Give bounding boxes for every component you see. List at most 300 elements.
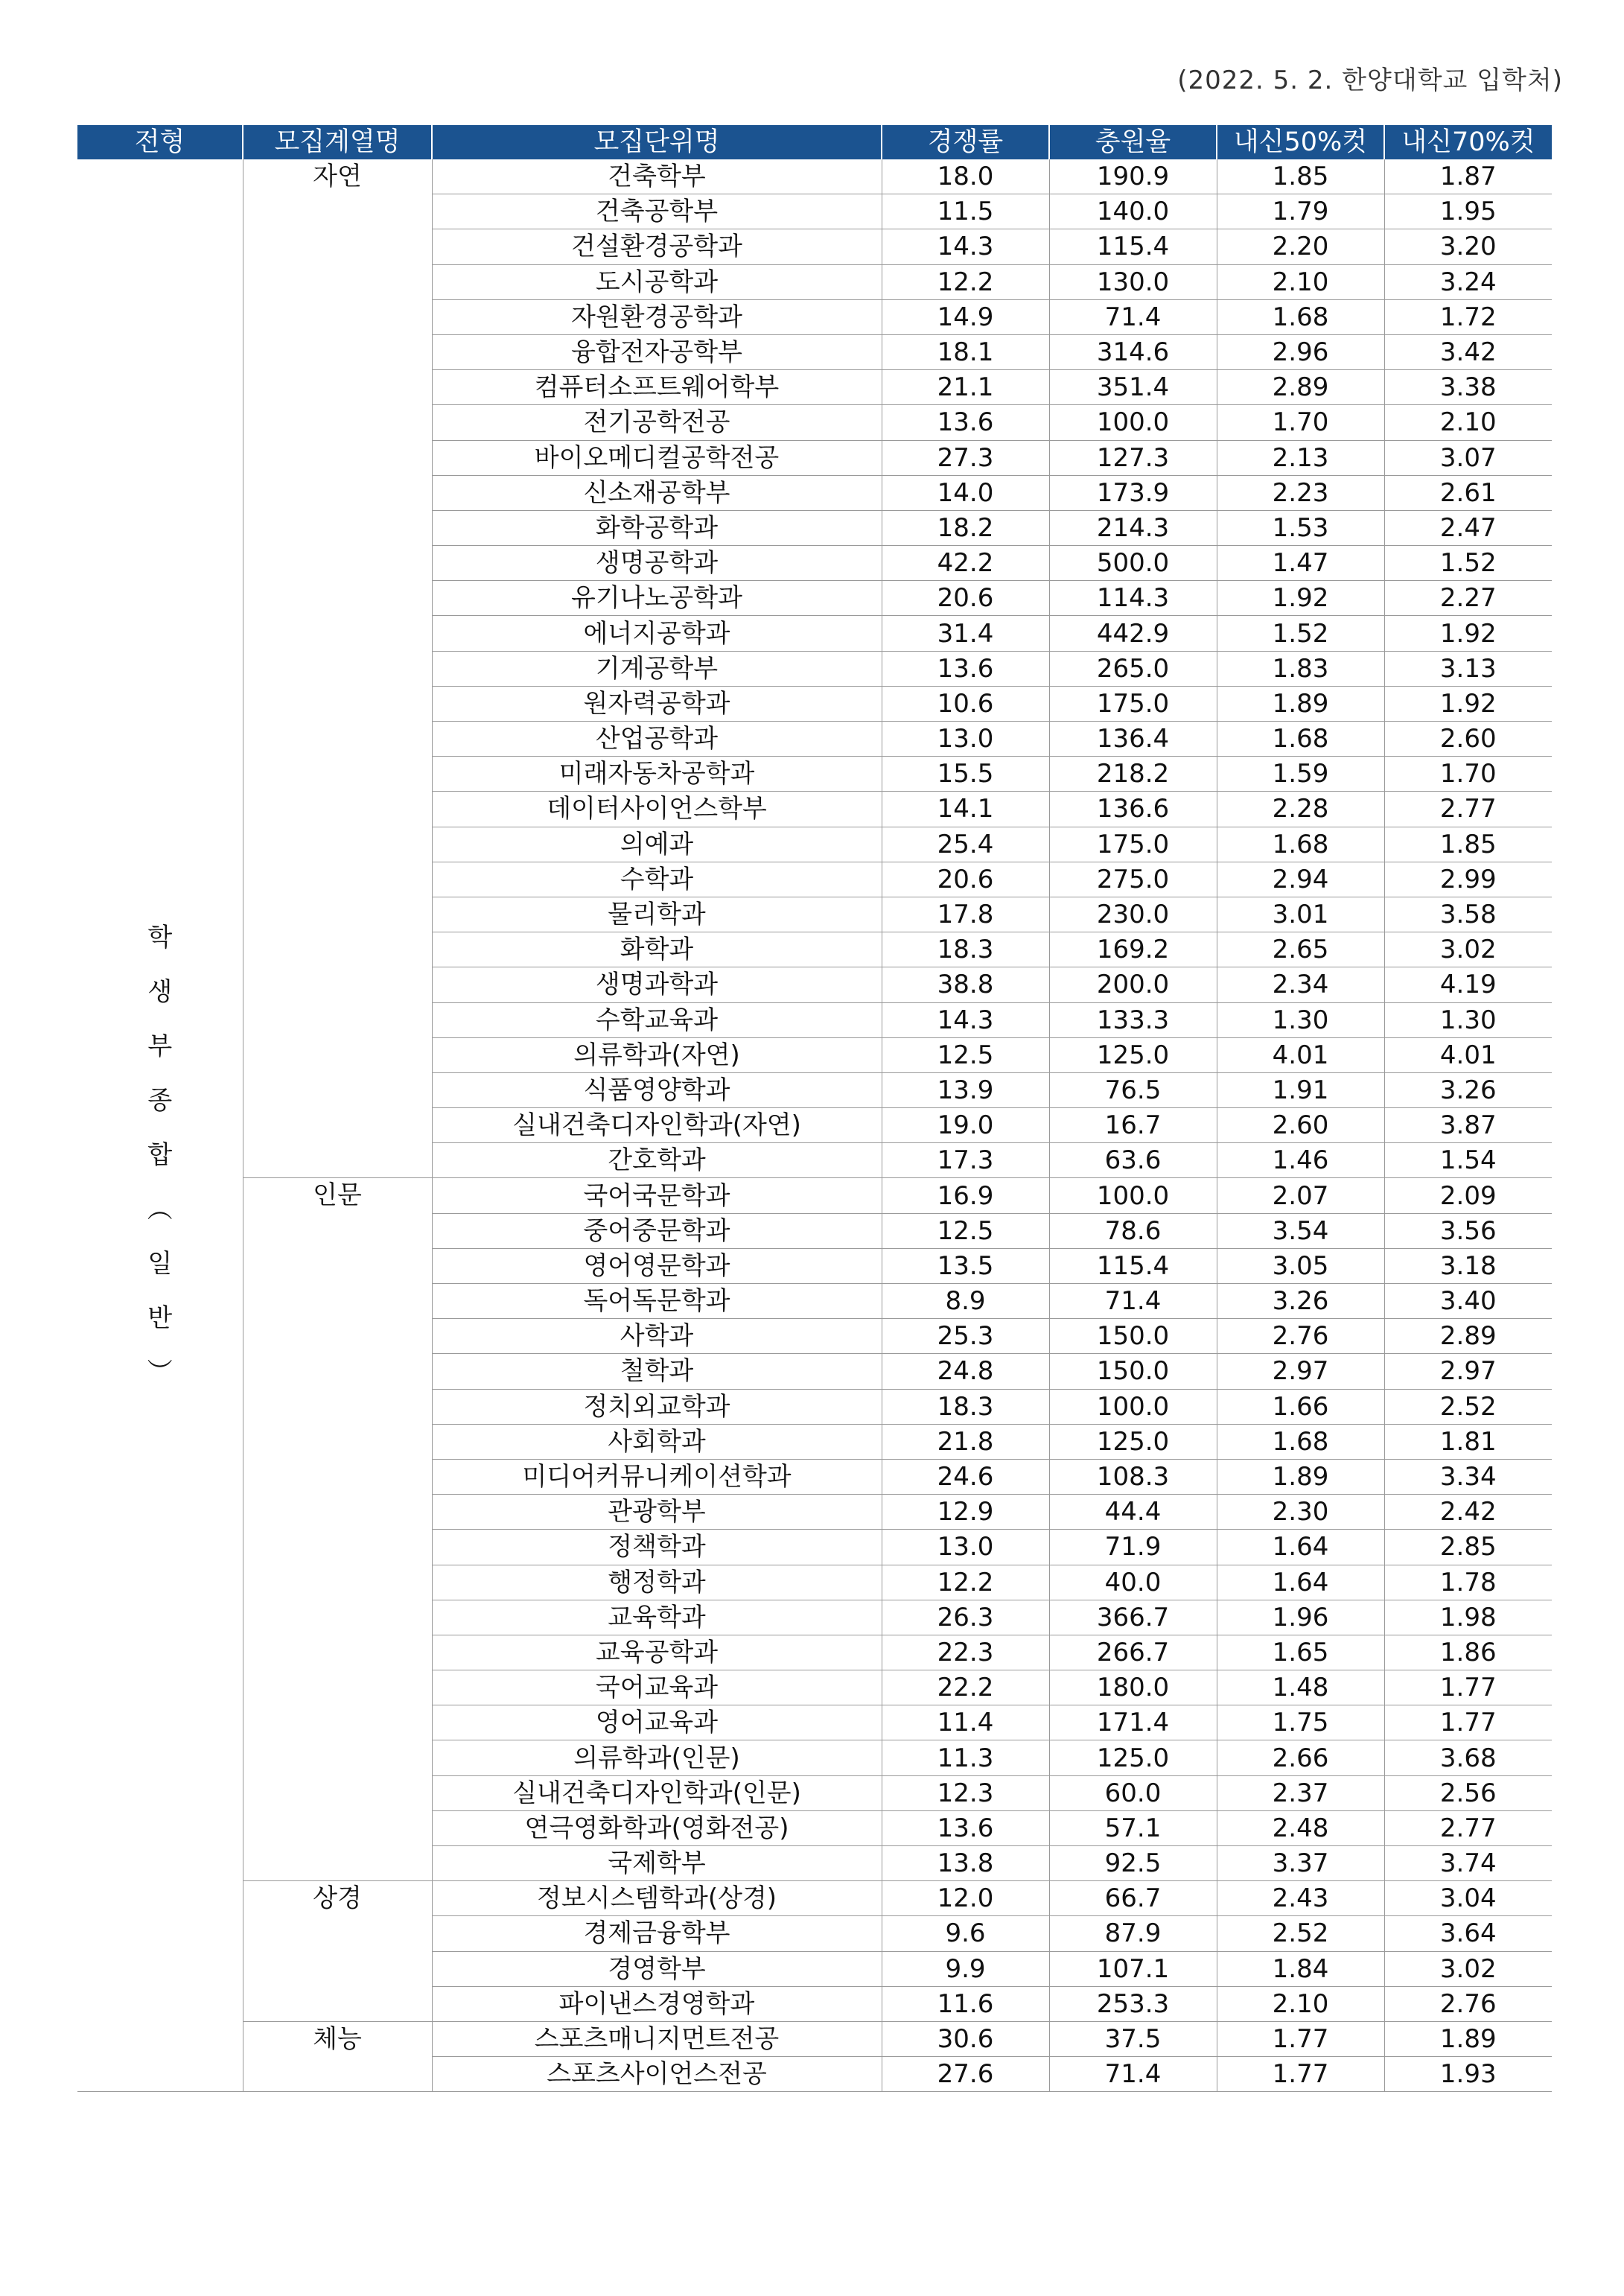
competition-rate-cell: 30.6 (882, 2021, 1049, 2056)
grade-50-cut-cell: 2.30 (1217, 1495, 1384, 1530)
grade-70-cut-cell: 2.61 (1384, 475, 1552, 510)
fill-rate-cell: 169.2 (1049, 932, 1217, 967)
competition-rate-cell: 18.2 (882, 510, 1049, 545)
grade-50-cut-cell: 1.75 (1217, 1705, 1384, 1740)
grade-70-cut-cell: 2.77 (1384, 1810, 1552, 1845)
grade-50-cut-cell: 2.76 (1217, 1319, 1384, 1354)
department-cell: 신소재공학부 (432, 475, 882, 510)
admission-type-char: 학 (147, 922, 173, 953)
fill-rate-cell: 63.6 (1049, 1143, 1217, 1178)
department-cell: 국어국문학과 (432, 1178, 882, 1213)
competition-rate-cell: 24.6 (882, 1459, 1049, 1494)
fill-rate-cell: 37.5 (1049, 2021, 1217, 2056)
grade-50-cut-cell: 4.01 (1217, 1037, 1384, 1072)
fill-rate-cell: 218.2 (1049, 757, 1217, 792)
grade-70-cut-cell: 3.68 (1384, 1740, 1552, 1775)
grade-50-cut-cell: 3.05 (1217, 1248, 1384, 1283)
department-cell: 미래자동차공학과 (432, 757, 882, 792)
grade-70-cut-cell: 3.58 (1384, 897, 1552, 932)
competition-rate-cell: 12.0 (882, 1881, 1049, 1916)
competition-rate-cell: 31.4 (882, 616, 1049, 651)
fill-rate-cell: 266.7 (1049, 1635, 1217, 1670)
grade-70-cut-cell: 1.86 (1384, 1635, 1552, 1670)
grade-50-cut-cell: 2.65 (1217, 932, 1384, 967)
fill-rate-cell: 171.4 (1049, 1705, 1217, 1740)
grade-70-cut-cell: 3.87 (1384, 1108, 1552, 1143)
department-cell: 건설환경공학과 (432, 229, 882, 264)
fill-rate-cell: 115.4 (1049, 229, 1217, 264)
department-cell: 사회학과 (432, 1424, 882, 1459)
grade-50-cut-cell: 1.85 (1217, 159, 1384, 194)
fill-rate-cell: 175.0 (1049, 827, 1217, 862)
grade-70-cut-cell: 2.47 (1384, 510, 1552, 545)
header-grade-50-cut: 내신50%컷 (1217, 125, 1384, 159)
department-cell: 생명과학과 (432, 967, 882, 1002)
fill-rate-cell: 40.0 (1049, 1565, 1217, 1600)
grade-50-cut-cell: 3.37 (1217, 1846, 1384, 1881)
grade-50-cut-cell: 2.60 (1217, 1108, 1384, 1143)
grade-50-cut-cell: 1.48 (1217, 1670, 1384, 1705)
fill-rate-cell: 107.1 (1049, 1951, 1217, 1986)
fill-rate-cell: 175.0 (1049, 686, 1217, 721)
fill-rate-cell: 114.3 (1049, 581, 1217, 616)
fill-rate-cell: 125.0 (1049, 1424, 1217, 1459)
grade-50-cut-cell: 1.70 (1217, 405, 1384, 440)
competition-rate-cell: 8.9 (882, 1284, 1049, 1319)
department-cell: 영어영문학과 (432, 1248, 882, 1283)
grade-70-cut-cell: 1.85 (1384, 827, 1552, 862)
grade-50-cut-cell: 2.48 (1217, 1810, 1384, 1845)
department-cell: 의류학과(인문) (432, 1740, 882, 1775)
grade-50-cut-cell: 1.66 (1217, 1389, 1384, 1424)
department-cell: 교육학과 (432, 1600, 882, 1635)
header-fill-rate: 충원율 (1049, 125, 1217, 159)
department-cell: 데이터사이언스학부 (432, 792, 882, 827)
fill-rate-cell: 100.0 (1049, 1178, 1217, 1213)
grade-50-cut-cell: 2.97 (1217, 1354, 1384, 1389)
grade-70-cut-cell: 1.77 (1384, 1705, 1552, 1740)
department-cell: 바이오메디컬공학전공 (432, 440, 882, 475)
grade-50-cut-cell: 1.68 (1217, 827, 1384, 862)
fill-rate-cell: 127.3 (1049, 440, 1217, 475)
fill-rate-cell: 71.4 (1049, 2057, 1217, 2092)
competition-rate-cell: 12.2 (882, 1565, 1049, 1600)
grade-70-cut-cell: 1.87 (1384, 159, 1552, 194)
grade-50-cut-cell: 1.59 (1217, 757, 1384, 792)
grade-70-cut-cell: 1.30 (1384, 1002, 1552, 1037)
grade-70-cut-cell: 3.26 (1384, 1072, 1552, 1107)
fill-rate-cell: 150.0 (1049, 1319, 1217, 1354)
admission-type-char: 종 (147, 1085, 173, 1116)
department-cell: 파이낸스경영학과 (432, 1986, 882, 2021)
table-row (77, 1881, 1552, 1916)
admission-type-char: 합 (147, 1139, 173, 1170)
competition-rate-cell: 20.6 (882, 581, 1049, 616)
grade-70-cut-cell: 2.56 (1384, 1775, 1552, 1810)
grade-50-cut-cell: 2.89 (1217, 370, 1384, 405)
competition-rate-cell: 21.1 (882, 370, 1049, 405)
grade-70-cut-cell: 3.18 (1384, 1248, 1552, 1283)
grade-50-cut-cell: 2.07 (1217, 1178, 1384, 1213)
department-cell: 경영학부 (432, 1951, 882, 1986)
department-cell: 식품영양학과 (432, 1072, 882, 1107)
department-cell: 원자력공학과 (432, 686, 882, 721)
grade-70-cut-cell: 3.38 (1384, 370, 1552, 405)
department-cell: 산업공학과 (432, 722, 882, 757)
grade-50-cut-cell: 1.47 (1217, 546, 1384, 581)
table-row (77, 1178, 1552, 1213)
fill-rate-cell: 115.4 (1049, 1248, 1217, 1283)
field-group-cell: 상경 (243, 1881, 432, 2022)
fill-rate-cell: 140.0 (1049, 194, 1217, 229)
department-cell: 화학과 (432, 932, 882, 967)
grade-70-cut-cell: 3.74 (1384, 1846, 1552, 1881)
grade-70-cut-cell: 1.92 (1384, 686, 1552, 721)
grade-50-cut-cell: 2.10 (1217, 1986, 1384, 2021)
competition-rate-cell: 11.3 (882, 1740, 1049, 1775)
fill-rate-cell: 78.6 (1049, 1213, 1217, 1248)
department-cell: 독어독문학과 (432, 1284, 882, 1319)
grade-70-cut-cell: 2.89 (1384, 1319, 1552, 1354)
competition-rate-cell: 14.9 (882, 299, 1049, 334)
grade-70-cut-cell: 1.92 (1384, 616, 1552, 651)
admission-results-table (77, 125, 1552, 2092)
fill-rate-cell: 366.7 (1049, 1600, 1217, 1635)
header-admission-type: 전형 (77, 125, 243, 159)
competition-rate-cell: 21.8 (882, 1424, 1049, 1459)
fill-rate-cell: 16.7 (1049, 1108, 1217, 1143)
fill-rate-cell: 275.0 (1049, 862, 1217, 897)
fill-rate-cell: 150.0 (1049, 1354, 1217, 1389)
fill-rate-cell: 200.0 (1049, 967, 1217, 1002)
competition-rate-cell: 22.3 (882, 1635, 1049, 1670)
department-cell: 관광학부 (432, 1495, 882, 1530)
department-cell: 수학과 (432, 862, 882, 897)
fill-rate-cell: 71.9 (1049, 1530, 1217, 1565)
department-cell: 생명공학과 (432, 546, 882, 581)
department-cell: 수학교육과 (432, 1002, 882, 1037)
department-cell: 미디어커뮤니케이션학과 (432, 1459, 882, 1494)
grade-70-cut-cell: 2.77 (1384, 792, 1552, 827)
department-cell: 융합전자공학부 (432, 334, 882, 369)
grade-70-cut-cell: 2.97 (1384, 1354, 1552, 1389)
grade-50-cut-cell: 1.64 (1217, 1565, 1384, 1600)
table-body (77, 159, 1552, 2092)
grade-50-cut-cell: 3.26 (1217, 1284, 1384, 1319)
department-cell: 유기나노공학과 (432, 581, 882, 616)
fill-rate-cell: 125.0 (1049, 1037, 1217, 1072)
competition-rate-cell: 13.6 (882, 1810, 1049, 1845)
department-cell: 정치외교학과 (432, 1389, 882, 1424)
grade-50-cut-cell: 1.65 (1217, 1635, 1384, 1670)
department-cell: 연극영화학과(영화전공) (432, 1810, 882, 1845)
grade-50-cut-cell: 1.46 (1217, 1143, 1384, 1178)
department-cell: 자원환경공학과 (432, 299, 882, 334)
fill-rate-cell: 173.9 (1049, 475, 1217, 510)
competition-rate-cell: 14.3 (882, 1002, 1049, 1037)
fill-rate-cell: 351.4 (1049, 370, 1217, 405)
grade-70-cut-cell: 1.52 (1384, 546, 1552, 581)
competition-rate-cell: 13.0 (882, 1530, 1049, 1565)
department-cell: 화학공학과 (432, 510, 882, 545)
grade-50-cut-cell: 1.91 (1217, 1072, 1384, 1107)
grade-50-cut-cell: 2.43 (1217, 1881, 1384, 1916)
grade-70-cut-cell: 1.93 (1384, 2057, 1552, 2092)
grade-50-cut-cell: 1.89 (1217, 1459, 1384, 1494)
header-grade-70-cut: 내신70%컷 (1384, 125, 1552, 159)
admission-type-char: 부 (147, 1031, 173, 1061)
department-cell: 경제금융학부 (432, 1916, 882, 1951)
competition-rate-cell: 13.8 (882, 1846, 1049, 1881)
admission-type-cell (77, 159, 243, 2092)
competition-rate-cell: 18.0 (882, 159, 1049, 194)
fill-rate-cell: 57.1 (1049, 1810, 1217, 1845)
fill-rate-cell: 130.0 (1049, 264, 1217, 299)
department-cell: 스포츠사이언스전공 (432, 2057, 882, 2092)
competition-rate-cell: 20.6 (882, 862, 1049, 897)
fill-rate-cell: 100.0 (1049, 405, 1217, 440)
department-cell: 전기공학전공 (432, 405, 882, 440)
competition-rate-cell: 13.6 (882, 405, 1049, 440)
grade-50-cut-cell: 1.64 (1217, 1530, 1384, 1565)
grade-50-cut-cell: 1.92 (1217, 581, 1384, 616)
grade-70-cut-cell: 2.42 (1384, 1495, 1552, 1530)
department-cell: 정책학과 (432, 1530, 882, 1565)
grade-50-cut-cell: 2.34 (1217, 967, 1384, 1002)
header-competition-rate: 경쟁률 (882, 125, 1049, 159)
department-cell: 국어교육과 (432, 1670, 882, 1705)
grade-70-cut-cell: 1.54 (1384, 1143, 1552, 1178)
grade-50-cut-cell: 2.52 (1217, 1916, 1384, 1951)
grade-50-cut-cell: 3.01 (1217, 897, 1384, 932)
fill-rate-cell: 230.0 (1049, 897, 1217, 932)
fill-rate-cell: 265.0 (1049, 651, 1217, 686)
fill-rate-cell: 190.9 (1049, 159, 1217, 194)
department-cell: 국제학부 (432, 1846, 882, 1881)
fill-rate-cell: 314.6 (1049, 334, 1217, 369)
competition-rate-cell: 12.5 (882, 1213, 1049, 1248)
grade-70-cut-cell: 3.07 (1384, 440, 1552, 475)
department-cell: 교육공학과 (432, 1635, 882, 1670)
grade-50-cut-cell: 1.68 (1217, 1424, 1384, 1459)
fill-rate-cell: 108.3 (1049, 1459, 1217, 1494)
fill-rate-cell: 125.0 (1049, 1740, 1217, 1775)
fill-rate-cell: 214.3 (1049, 510, 1217, 545)
competition-rate-cell: 27.3 (882, 440, 1049, 475)
department-cell: 의류학과(자연) (432, 1037, 882, 1072)
competition-rate-cell: 9.6 (882, 1916, 1049, 1951)
competition-rate-cell: 11.6 (882, 1986, 1049, 2021)
grade-70-cut-cell: 2.85 (1384, 1530, 1552, 1565)
grade-50-cut-cell: 2.20 (1217, 229, 1384, 264)
grade-50-cut-cell: 1.53 (1217, 510, 1384, 545)
fill-rate-cell: 92.5 (1049, 1846, 1217, 1881)
competition-rate-cell: 16.9 (882, 1178, 1049, 1213)
grade-50-cut-cell: 2.96 (1217, 334, 1384, 369)
header-department: 모집단위명 (432, 125, 882, 159)
grade-70-cut-cell: 3.24 (1384, 264, 1552, 299)
grade-70-cut-cell: 1.81 (1384, 1424, 1552, 1459)
grade-70-cut-cell: 4.01 (1384, 1037, 1552, 1072)
competition-rate-cell: 14.0 (882, 475, 1049, 510)
grade-50-cut-cell: 1.83 (1217, 651, 1384, 686)
fill-rate-cell: 253.3 (1049, 1986, 1217, 2021)
grade-50-cut-cell: 1.77 (1217, 2057, 1384, 2092)
department-cell: 실내건축디자인학과(자연) (432, 1108, 882, 1143)
admission-type-char: ︶ (147, 1357, 173, 1387)
department-cell: 물리학과 (432, 897, 882, 932)
grade-70-cut-cell: 2.76 (1384, 1986, 1552, 2021)
competition-rate-cell: 12.2 (882, 264, 1049, 299)
competition-rate-cell: 14.1 (882, 792, 1049, 827)
table-row (77, 159, 1552, 194)
field-group-cell: 체능 (243, 2021, 432, 2091)
fill-rate-cell: 133.3 (1049, 1002, 1217, 1037)
department-cell: 중어중문학과 (432, 1213, 882, 1248)
grade-70-cut-cell: 3.13 (1384, 651, 1552, 686)
department-cell: 간호학과 (432, 1143, 882, 1178)
grade-70-cut-cell: 1.95 (1384, 194, 1552, 229)
fill-rate-cell: 87.9 (1049, 1916, 1217, 1951)
department-cell: 기계공학부 (432, 651, 882, 686)
fill-rate-cell: 180.0 (1049, 1670, 1217, 1705)
department-cell: 영어교육과 (432, 1705, 882, 1740)
department-cell: 도시공학과 (432, 264, 882, 299)
grade-70-cut-cell: 2.52 (1384, 1389, 1552, 1424)
fill-rate-cell: 44.4 (1049, 1495, 1217, 1530)
grade-70-cut-cell: 4.19 (1384, 967, 1552, 1002)
grade-70-cut-cell: 1.72 (1384, 299, 1552, 334)
grade-50-cut-cell: 1.79 (1217, 194, 1384, 229)
competition-rate-cell: 13.5 (882, 1248, 1049, 1283)
competition-rate-cell: 18.3 (882, 1389, 1049, 1424)
competition-rate-cell: 13.9 (882, 1072, 1049, 1107)
competition-rate-cell: 18.3 (882, 932, 1049, 967)
competition-rate-cell: 13.6 (882, 651, 1049, 686)
grade-70-cut-cell: 1.78 (1384, 1565, 1552, 1600)
grade-70-cut-cell: 2.60 (1384, 722, 1552, 757)
admission-type-char: ︵ (147, 1194, 173, 1224)
grade-50-cut-cell: 1.84 (1217, 1951, 1384, 1986)
fill-rate-cell: 76.5 (1049, 1072, 1217, 1107)
admission-type-char: 생 (147, 976, 173, 1007)
grade-70-cut-cell: 2.10 (1384, 405, 1552, 440)
grade-50-cut-cell: 2.13 (1217, 440, 1384, 475)
competition-rate-cell: 17.3 (882, 1143, 1049, 1178)
grade-50-cut-cell: 2.37 (1217, 1775, 1384, 1810)
competition-rate-cell: 38.8 (882, 967, 1049, 1002)
department-cell: 실내건축디자인학과(인문) (432, 1775, 882, 1810)
competition-rate-cell: 27.6 (882, 2057, 1049, 2092)
grade-50-cut-cell: 1.68 (1217, 722, 1384, 757)
fill-rate-cell: 71.4 (1049, 1284, 1217, 1319)
fill-rate-cell: 136.4 (1049, 722, 1217, 757)
fill-rate-cell: 442.9 (1049, 616, 1217, 651)
grade-50-cut-cell: 1.96 (1217, 1600, 1384, 1635)
competition-rate-cell: 14.3 (882, 229, 1049, 264)
header-field: 모집계열명 (243, 125, 432, 159)
competition-rate-cell: 9.9 (882, 1951, 1049, 1986)
grade-70-cut-cell: 3.34 (1384, 1459, 1552, 1494)
field-group-cell: 인문 (243, 1178, 432, 1881)
fill-rate-cell: 500.0 (1049, 546, 1217, 581)
grade-50-cut-cell: 2.28 (1217, 792, 1384, 827)
grade-50-cut-cell: 1.77 (1217, 2021, 1384, 2056)
fill-rate-cell: 60.0 (1049, 1775, 1217, 1810)
grade-50-cut-cell: 3.54 (1217, 1213, 1384, 1248)
grade-50-cut-cell: 2.10 (1217, 264, 1384, 299)
department-cell: 행정학과 (432, 1565, 882, 1600)
department-cell: 사학과 (432, 1319, 882, 1354)
grade-70-cut-cell: 2.99 (1384, 862, 1552, 897)
grade-50-cut-cell: 2.66 (1217, 1740, 1384, 1775)
department-cell: 컴퓨터소프트웨어학부 (432, 370, 882, 405)
admission-type-char: 일 (147, 1248, 173, 1279)
admission-type-char: 반 (147, 1303, 173, 1333)
grade-70-cut-cell: 3.42 (1384, 334, 1552, 369)
grade-70-cut-cell: 3.02 (1384, 1951, 1552, 1986)
competition-rate-cell: 19.0 (882, 1108, 1049, 1143)
department-cell: 의예과 (432, 827, 882, 862)
table-header (77, 125, 1552, 159)
competition-rate-cell: 42.2 (882, 546, 1049, 581)
grade-50-cut-cell: 1.89 (1217, 686, 1384, 721)
department-cell: 스포츠매니지먼트전공 (432, 2021, 882, 2056)
table-row (77, 2021, 1552, 2056)
competition-rate-cell: 11.4 (882, 1705, 1049, 1740)
competition-rate-cell: 26.3 (882, 1600, 1049, 1635)
department-cell: 건축공학부 (432, 194, 882, 229)
department-cell: 에너지공학과 (432, 616, 882, 651)
grade-70-cut-cell: 1.98 (1384, 1600, 1552, 1635)
grade-70-cut-cell: 3.20 (1384, 229, 1552, 264)
fill-rate-cell: 66.7 (1049, 1881, 1217, 1916)
competition-rate-cell: 10.6 (882, 686, 1049, 721)
competition-rate-cell: 18.1 (882, 334, 1049, 369)
grade-70-cut-cell: 1.70 (1384, 757, 1552, 792)
grade-70-cut-cell: 3.56 (1384, 1213, 1552, 1248)
competition-rate-cell: 15.5 (882, 757, 1049, 792)
competition-rate-cell: 24.8 (882, 1354, 1049, 1389)
grade-50-cut-cell: 1.68 (1217, 299, 1384, 334)
competition-rate-cell: 17.8 (882, 897, 1049, 932)
competition-rate-cell: 11.5 (882, 194, 1049, 229)
grade-70-cut-cell: 1.77 (1384, 1670, 1552, 1705)
department-cell: 정보시스템학과(상경) (432, 1881, 882, 1916)
department-cell: 철학과 (432, 1354, 882, 1389)
competition-rate-cell: 13.0 (882, 722, 1049, 757)
grade-50-cut-cell: 1.30 (1217, 1002, 1384, 1037)
fill-rate-cell: 100.0 (1049, 1389, 1217, 1424)
field-group-cell: 자연 (243, 159, 432, 1178)
grade-70-cut-cell: 3.02 (1384, 932, 1552, 967)
grade-50-cut-cell: 2.23 (1217, 475, 1384, 510)
fill-rate-cell: 136.6 (1049, 792, 1217, 827)
department-cell: 건축학부 (432, 159, 882, 194)
competition-rate-cell: 25.4 (882, 827, 1049, 862)
source-note: (2022. 5. 2. 한양대학교 입학처) (1177, 66, 1563, 95)
grade-70-cut-cell: 3.64 (1384, 1916, 1552, 1951)
grade-70-cut-cell: 2.09 (1384, 1178, 1552, 1213)
competition-rate-cell: 25.3 (882, 1319, 1049, 1354)
grade-70-cut-cell: 1.89 (1384, 2021, 1552, 2056)
competition-rate-cell: 12.9 (882, 1495, 1049, 1530)
grade-70-cut-cell: 2.27 (1384, 581, 1552, 616)
grade-50-cut-cell: 1.52 (1217, 616, 1384, 651)
competition-rate-cell: 22.2 (882, 1670, 1049, 1705)
grade-70-cut-cell: 3.04 (1384, 1881, 1552, 1916)
competition-rate-cell: 12.5 (882, 1037, 1049, 1072)
